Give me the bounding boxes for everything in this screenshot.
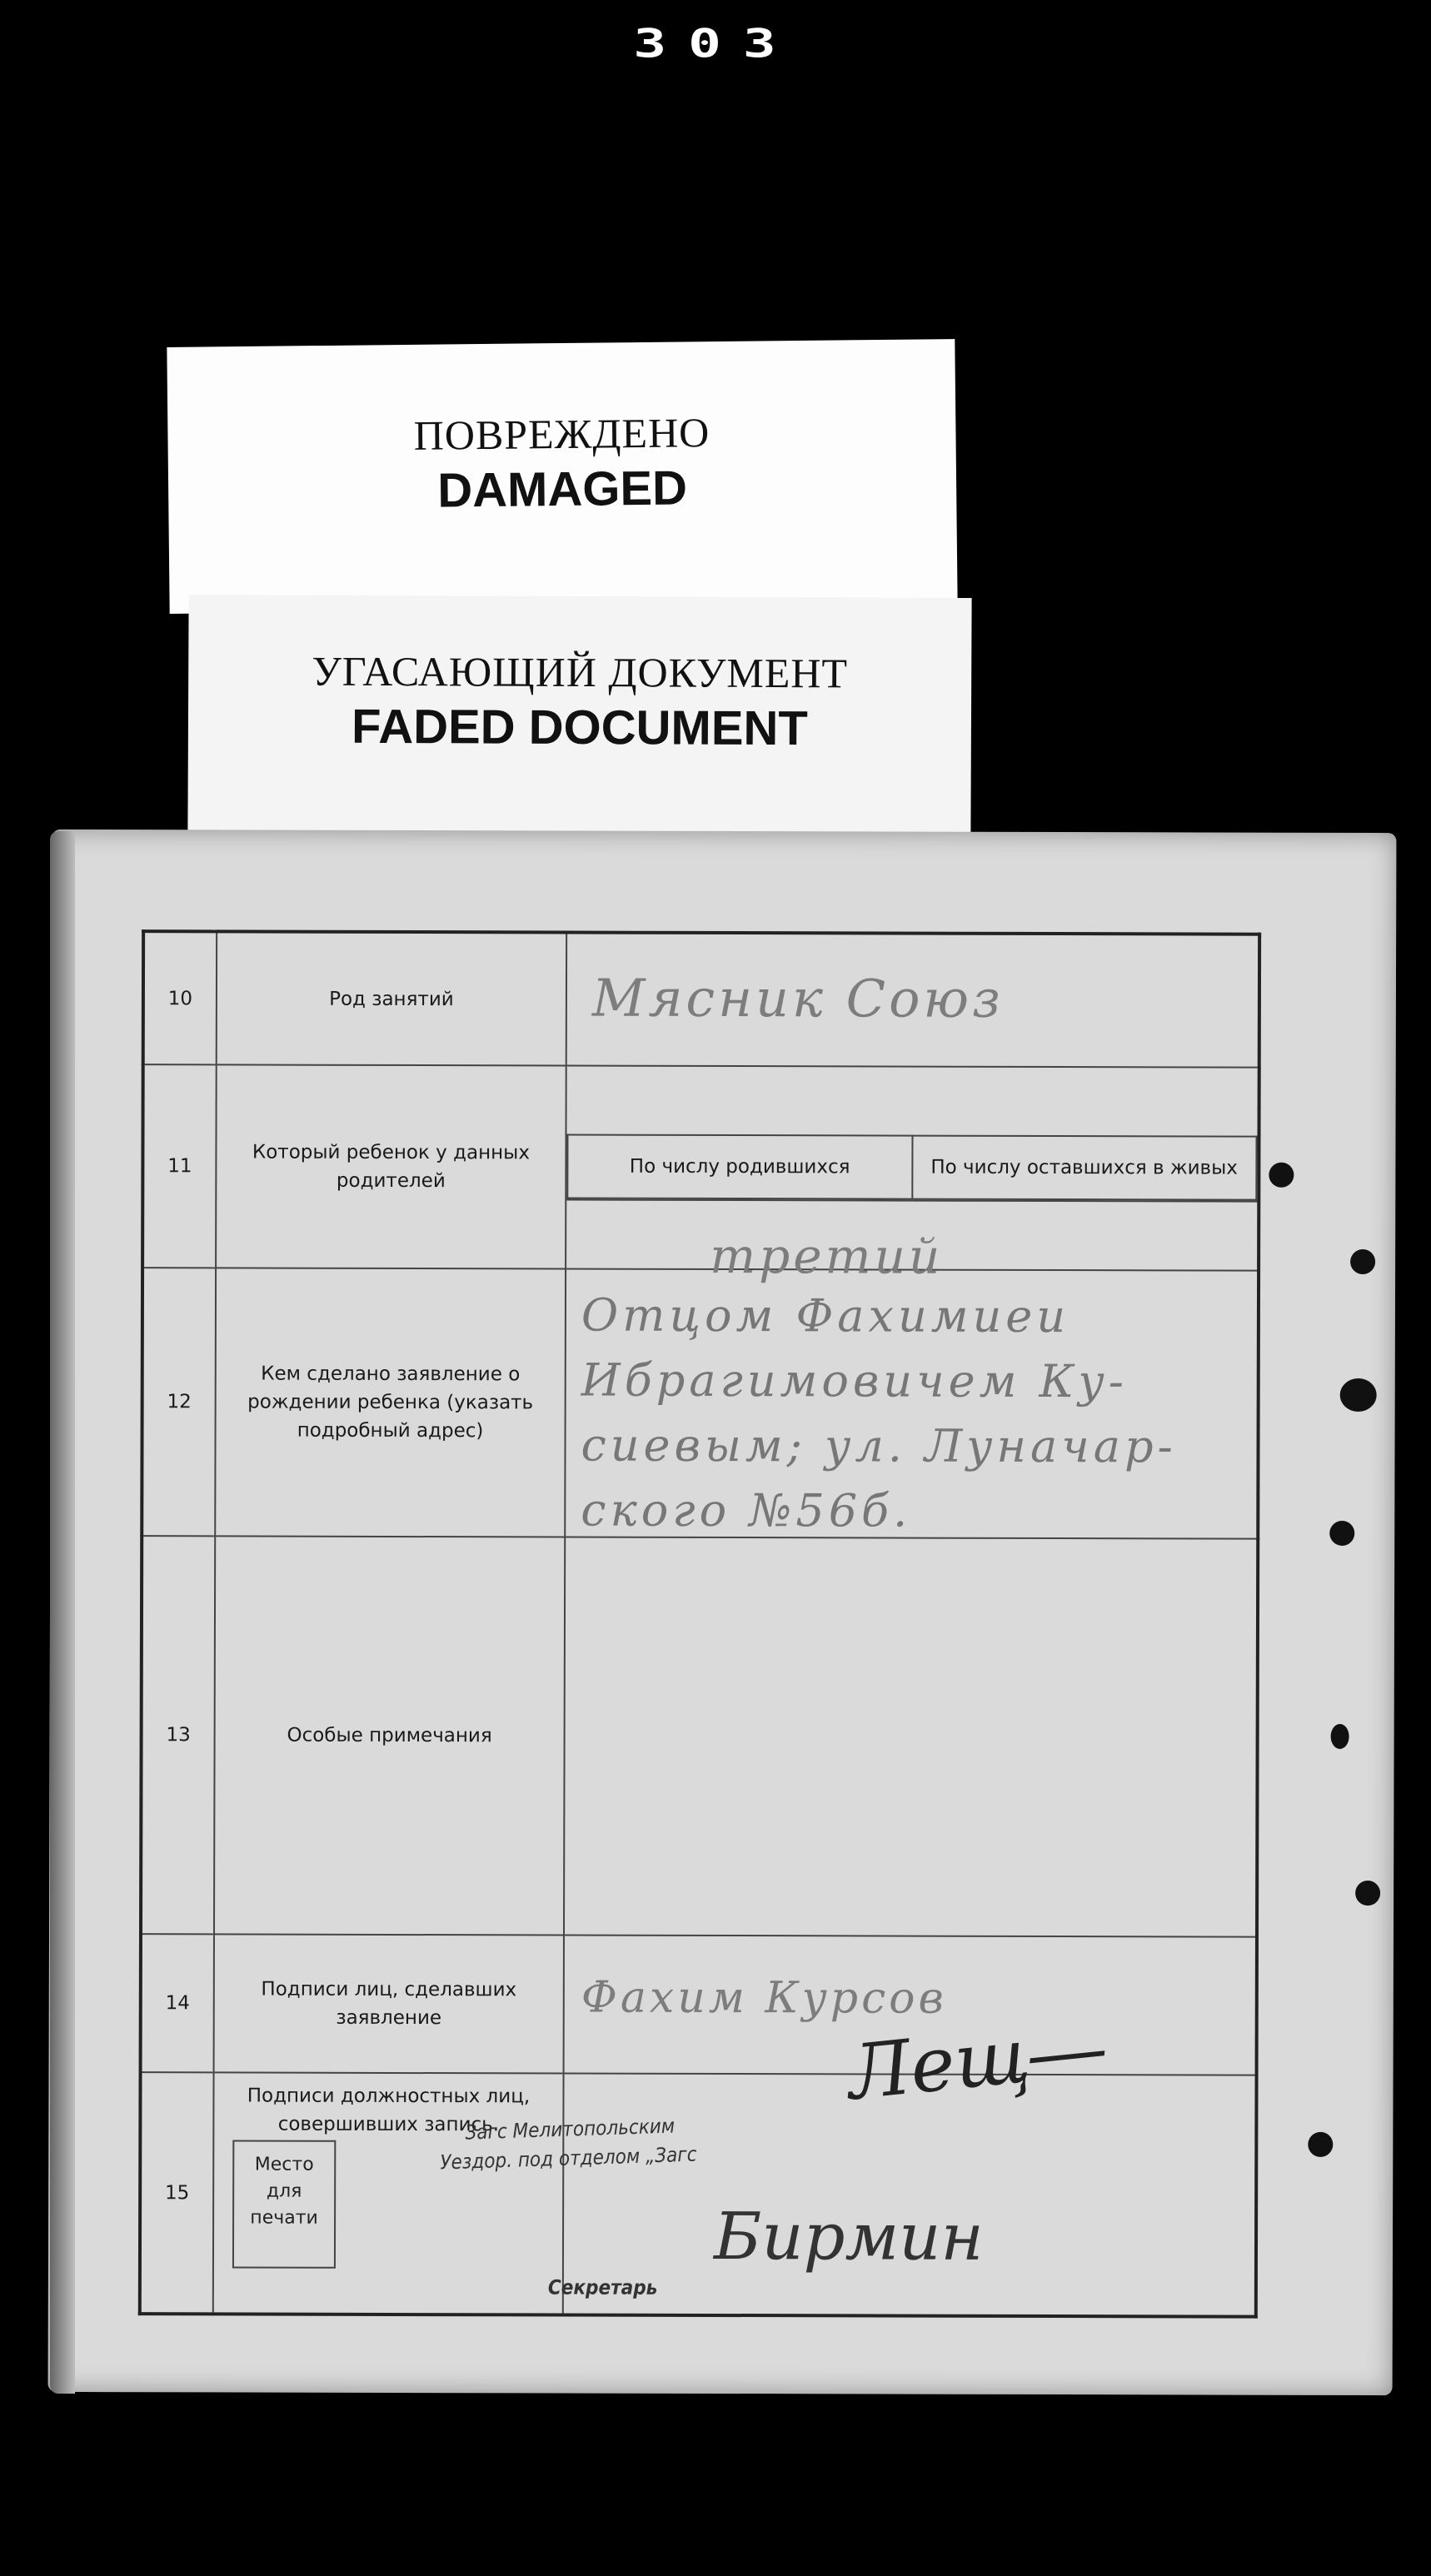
form-row-10 xyxy=(143,931,1259,1068)
faded-label-ru: УГАСАЮЩИЙ ДОКУМЕНТ xyxy=(312,647,849,697)
handwritten-line: Ибрагимовичем Ку- xyxy=(581,1353,1129,1408)
row-number: 13 xyxy=(141,1536,215,1934)
binding-hole xyxy=(1269,1163,1294,1188)
form-row-13 xyxy=(141,1536,1258,1937)
damaged-label-ru: ПОВРЕЖДЕНО xyxy=(413,409,711,459)
row-number: 14 xyxy=(141,1934,214,2072)
form-row-11 xyxy=(142,1064,1259,1271)
handwritten-line: Отцом Фахимиеи xyxy=(581,1288,1070,1343)
row-label: Подписи должностных лиц, совершивших запись. xyxy=(247,2085,531,2136)
binding-hole xyxy=(1331,1724,1349,1749)
row-value xyxy=(566,933,1259,1068)
sub-header-born: По числу родившихся xyxy=(567,1135,912,1199)
birth-record-form xyxy=(138,929,1261,2319)
damaged-label-en: DAMAGED xyxy=(436,461,688,518)
row-number: 15 xyxy=(140,2072,214,2314)
document-page xyxy=(48,830,1397,2395)
seal-place-label: Место для печати xyxy=(250,2154,318,2229)
binding-hole xyxy=(1329,1521,1354,1546)
official-signature-2: Бирмин xyxy=(713,2199,984,2275)
form-row-12 xyxy=(142,1268,1259,1539)
faded-label xyxy=(187,595,971,838)
binding-hole xyxy=(1308,2132,1333,2157)
row-label: Род занятий xyxy=(217,931,566,1065)
handwritten-applicant-signature: Фахим Курсов xyxy=(581,1972,947,2024)
official-signature-1: Лещ― xyxy=(844,2004,1109,2118)
handwritten-child-order: третий xyxy=(710,1227,944,1285)
handwritten-occupation: Мясник Союз xyxy=(591,967,1004,1029)
frame-number: 303 xyxy=(633,20,798,67)
row-value xyxy=(564,1537,1258,1937)
damaged-label xyxy=(167,339,957,614)
registry-stamp-line-1: Загс Мелитопольским xyxy=(464,2114,676,2145)
row-number: 10 xyxy=(143,931,217,1064)
faded-label-en: FADED DOCUMENT xyxy=(351,699,808,756)
binding-hole xyxy=(1355,1881,1380,1906)
sub-header-living: По числу оставшихся в живых xyxy=(912,1136,1257,1200)
row-number: 11 xyxy=(142,1064,217,1268)
row-value xyxy=(565,1269,1259,1539)
row-label: Кем сделано заявление о рождении ребенка (указать подробный адрес) xyxy=(215,1268,566,1537)
seal-place-box xyxy=(232,2140,336,2268)
row-value xyxy=(563,2004,1257,2317)
handwritten-applicant xyxy=(581,1283,1177,1545)
handwritten-line: сиевым; ул. Луначар- xyxy=(581,1418,1177,1473)
row-label: Подписи лиц, сделавших заявление xyxy=(214,1934,564,2073)
row-label: Особые примечания xyxy=(214,1536,565,1935)
row-value xyxy=(566,1066,1259,1285)
binding-hole xyxy=(1350,1249,1375,1274)
handwritten-line: ского №56б. xyxy=(581,1483,912,1537)
registry-stamp-secretary: Секретарь xyxy=(547,2275,658,2299)
page-edge xyxy=(50,831,75,2394)
child-order-subtable xyxy=(566,1134,1257,1285)
binding-hole xyxy=(1340,1378,1377,1412)
row-label-cell xyxy=(213,2072,564,2314)
row-label: Который ребенок у данных родителей xyxy=(216,1064,566,1268)
registry-stamp-line-2: Уездор. под отделом „Загс xyxy=(439,2142,697,2175)
form-row-15 xyxy=(140,2072,1257,2317)
row-number: 12 xyxy=(142,1268,216,1536)
